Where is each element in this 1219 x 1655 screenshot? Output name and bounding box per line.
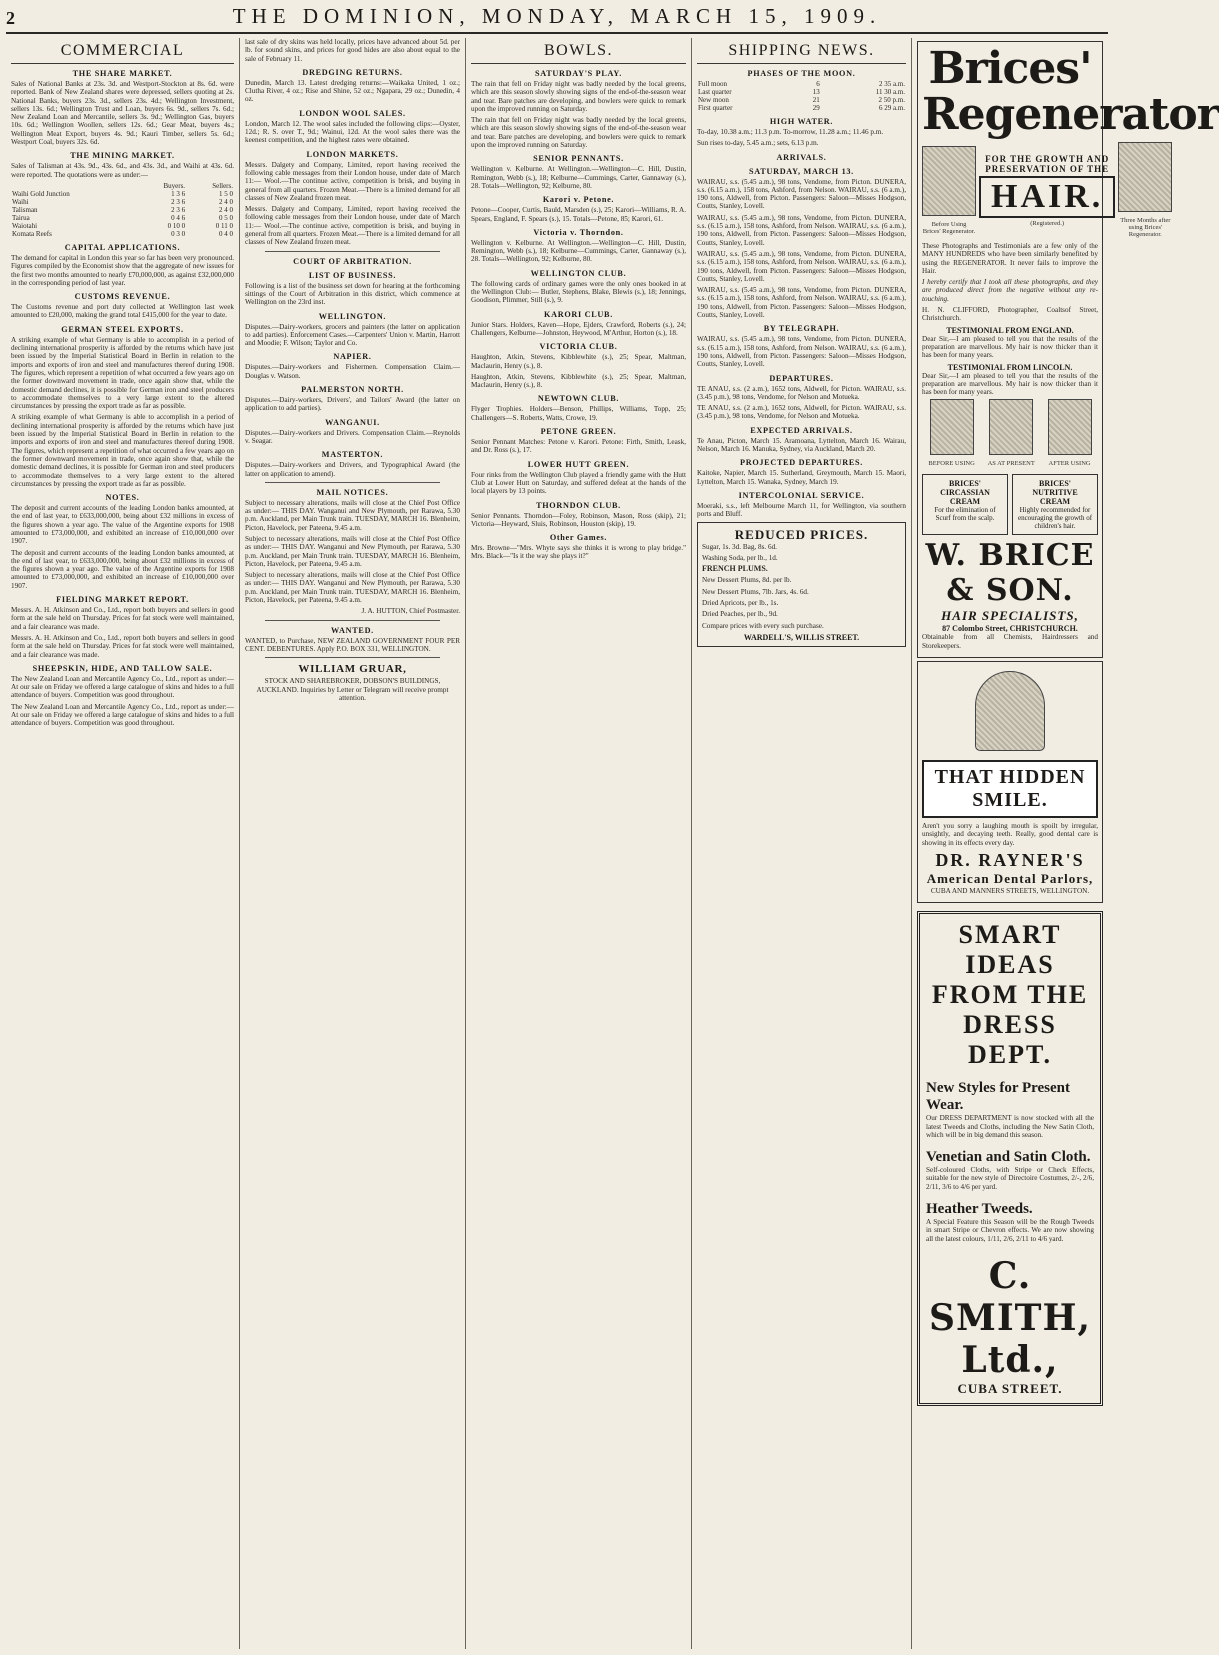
brices-regenerator-ad: Brices' Regenerator Before Using Brices' Regenerator. FOR THE GROWTH AND PRESERVATION OF THE HAIR. (Registered.) Three Months after using Brices' Regenerator. These Photographs and Testimonials are a few only of the MANY HUNDREDS who have been similarly benefited by using the REGENERATOR. It never fails to improve the Hair. I hereby certify that I took all these photographs, and they are produced direct from the negative without any re-touching. H. N. CLIFFORD, Photographer, Coaltsof Street, Christchurch. TESTIMONIAL FROM ENGLAND. Dear Sir,—I am pleased to tell you that the results of the preparation are marvellous. My hair is now thicker than it has been for many years. TESTIMONIAL FROM LINCOLN. Dear Sir,—I am pleased to tell you that the results of the preparation are marvellous. My hair is now thicker than it has been for many years. BEFORE USING AS AT PRESENT AFTER USING BRICES' CIRCASSIAN CREAM For the elimination of Scurf from the scalp. BRICES' NUTRITIVE CREAM Highly recommended for encouraging the growth of children's hair. W. BRICE & SON. HAIR SPECIALISTS, 87 Colombo Street, CHRISTCHURCH. Obtainable from all Chemists, Hairdressers and Storekeepers. <box>917 41 1103 658</box>
fielding-text: Messrs. A. H. Atkinson and Co., Ltd., report both buyers and sellers in good form at the sale held on Thursday. Prices for fat stock were well maintained, and a fair clearance was made. <box>11 606 234 631</box>
lincoln-title: TESTIMONIAL FROM LINCOLN. <box>947 362 1073 372</box>
victoria-club-title: VICTORIA CLUB. <box>539 342 618 352</box>
table-row: New moon 21 2 50 p.m. <box>698 96 905 104</box>
csmith-name: C. SMITH, Ltd., <box>928 1254 1092 1381</box>
table-row: Full moon 6 2 35 a.m. <box>698 80 905 88</box>
reduced-row: Sugar, 1s. 3d. Bag, 8s. 6d. <box>702 542 777 551</box>
dredging-title: DREDGING RETURNS. <box>302 67 403 77</box>
dredging-text: Dunedin, March 13. Latest dredging returns:—Waikaka United, 1 oz.; Clutha River, 4 oz.; Rise and Shine, 52 oz.; Ngapara, 29 oz.; Dunedin, 4 oz. <box>245 78 460 104</box>
moon-table <box>697 80 906 112</box>
departures-text: TE ANAU, s.s. (2 a.m.), 1652 tons, Aldwell, for Picton. WAIRAU, s.s. (3.45 p.m.), 98 tons, Vendome, for Nelson and Motueka. <box>697 384 906 401</box>
reduced-title: REDUCED PRICES. <box>734 526 869 542</box>
smart-ideas: SMART IDEAS FROM THE DRESS DEPT. <box>931 920 1089 1070</box>
column-bowls <box>466 38 692 1649</box>
list-business-title: LIST OF BUSINESS. <box>308 270 397 280</box>
hidden-smile: THAT HIDDEN SMILE. <box>922 760 1098 818</box>
karori-club-title: KARORI CLUB. <box>544 309 613 319</box>
other-games-text: Mrs. Browne—"Mrs. Whyte says she thinks it is wrong to play bridge." Mrs. Black—"Is it the way she plays it?" <box>471 544 686 561</box>
capital-title: CAPITAL APPLICATIONS. <box>64 242 181 252</box>
brice-specialists: HAIR SPECIALISTS, <box>941 608 1079 624</box>
circassian-cream-box: BRICES' CIRCASSIAN CREAM For the elimination of Scurf from the scalp. <box>922 474 1008 535</box>
table-row: Komata Reefs 0 3 0 0 4 0 <box>12 229 233 238</box>
notes-text-cont: The deposit and current accounts of the leading London banks amounted, at the end of last year, to £633,000,000, being about £32 millions in excess of the figures shown a year ago. The value of the Argentine exports for 1908 amounted to £73,000,000, and exhibited an increase of £10,000,000 over 1907. <box>11 548 234 590</box>
table-row: First quarter 29 6 29 a.m. <box>698 104 905 112</box>
petone-green-text: Senior Pennant Matches: Petone v. Karori. Petone: Firth, Smith, Leask, and Dr. Ross (s.), 17. <box>471 438 686 455</box>
ad-registered: (Registered.) <box>1030 219 1065 227</box>
expected-text: Te Anau, Picton, March 15. Aramoana, Lyttelton, March 16. Wairau, Nelson, March 16. Manuka, Sydney, via Auckland, March 20. <box>697 436 906 454</box>
column-markets <box>240 38 466 1649</box>
broker-text: STOCK AND SHAREBROKER, DOBSON'S BUILDINGS, AUCKLAND. Inquiries by Letter or Telegram will receive prompt attention. <box>256 677 449 702</box>
nutritive-cream-box: BRICES' NUTRITIVE CREAM Highly recommended for encouraging the growth of children's hair. <box>1012 474 1098 535</box>
new-styles-text: Our DRESS DEPARTMENT is now stocked with all the latest Tweeds and Cloths, including the New Satin Cloth, which will be in big demand this season. <box>926 1114 1094 1139</box>
reduced-row: Compare prices with every such purchase. <box>702 621 824 630</box>
photo-present <box>989 399 1033 455</box>
sheepskin-title: SHEEPSKIN, HIDE, AND TALLOW SALE. <box>32 663 213 673</box>
photo-after <box>1048 399 1092 455</box>
high-water-text: To-day, 10.38 a.m.; 11.3 p.m. To-morrow, 11.28 a.m.; 11.46 p.m. <box>697 128 884 136</box>
heather-text: A Special Feature this Season will be the Rough Tweeds in smart Stripe or Chevron effects. We are now showing all the latest colours, 1/11, 2/6, 2/11 to 4/6 yard. <box>926 1218 1094 1243</box>
testimonial-text: Dear Sir,—I am pleased to tell you that the results of the preparation are marvellous. My hair is now thicker than it has been for many years. <box>922 334 1098 360</box>
sheepskin-text: The New Zealand Loan and Mercantile Agency Co., Ltd., report as under:—At our sale on Friday we offered a large catalogue of skins and hides to a full attendance of buyers. Competition was good throughout. <box>11 674 234 700</box>
petone-green-title: PETONE GREEN. <box>540 427 617 437</box>
wardell-ad <box>697 522 906 647</box>
intercolonial-title: INTERCOLONIAL SERVICE. <box>738 490 865 500</box>
thorndon-club-text: Senior Pennants. Thorndon—Foley, Robinson, Mason, Ross (skip), 21; Victoria—Heyward, Sluis, Robinson, Houston (skip), 19. <box>471 511 686 528</box>
wellington-text: Disputes.—Dairy-workers, grocers and painters (the latter on application to add parties). Enforcement Cases.—Carpenters' Union v. Martin, Harrott and Moodie; F. Wilson; Taylor and Co. <box>245 322 460 348</box>
customs-text: The Customs revenue and port duty collected at Wellington last week amounted to £20,000, making the grand total £415,000 for the year to date. <box>11 303 234 320</box>
german-text-cont: A striking example of what Germany is able to accomplish in a period of declining international prosperity is afforded by the returns which have just been issued by the Imperial Statistical Board in Berlin in relation to the imports and exports of iron and steel and manufactures thereof during 1908. The figures, which represent a repetition of what occurred a few years ago on the former downward movement in trade, once again show that, while the domestic demand declines, it is possible for German iron and steel producers to accommodate themselves to a very large extent to the altered circumstances by pressing the export trade as far as possible. <box>11 413 234 488</box>
wool-sales-text: London, March 12. The wool sales included the following clips:—Oyster, 12d.; R. S. over T., 9d.; Wainui, 12d. At the wool sales there was the keenest competition, and the highest rates were obtained. <box>245 119 460 145</box>
saturday-play-title: SATURDAY'S PLAY. <box>534 69 623 78</box>
lower-hutt-title: LOWER HUTT GREEN. <box>527 459 630 469</box>
masterton-text: Disputes.—Dairy-workers and Drivers, and Typographical Award (the latter on application to amend). <box>245 461 460 478</box>
rayner-sub: American Dental Parlors, <box>926 870 1094 886</box>
court-title: COURT OF ARBITRATION. <box>293 256 412 266</box>
arrivals-date: SATURDAY, MARCH 13. <box>749 166 854 176</box>
reduced-row: FRENCH PLUMS. <box>702 564 768 574</box>
ad-signature: H. N. CLIFFORD, Photographer, Coaltsof Street, Christchurch. <box>922 306 1098 323</box>
lower-hutt-text: Four rinks from the Wellington Club played a friendly game with the Hutt Club at Lower Hutt on Saturday, and suffered defeat at the hands of the local players by 13 points. <box>471 470 686 496</box>
reduced-row: Dried Apricots, per lb., 1s. <box>702 598 779 607</box>
newtown-club-title: NEWTOWN CLUB. <box>537 394 620 404</box>
page-number: 2 <box>6 8 15 28</box>
wanganui-text: Disputes.—Dairy-workers and Drivers. Compensation Claim.—Reynolds v. Seagar. <box>245 428 460 445</box>
karori-petone-text: Petone—Cooper, Curtis, Bauld, Marsden (s.), 25; Karori—Williams, R. A. Spears, England, F. Spears (s.), 15. Totals—Petone, 85; Karori, 61. <box>471 206 686 223</box>
table-row: Waiotahi 0 10 0 0 11 0 <box>12 221 233 230</box>
wellington-club-title: WELLINGTON CLUB. <box>530 268 627 278</box>
brices-brand: Brices' Regenerator <box>922 43 1219 140</box>
after-caption: Three Months after using Brices' Regenerator. <box>1120 217 1171 238</box>
mail-title: MAIL NOTICES. <box>316 487 389 497</box>
fielding-title: FIELDING MARKET REPORT. <box>56 595 189 605</box>
wanted-title: WANTED. <box>331 625 374 635</box>
smith-ad <box>917 911 1103 1406</box>
capital-text: The demand for capital in London this year so far has been very pronounced. Figures compiled by the Economist show that the aggregate of new issues for the first two months amounted to nearly £70,000,000, as against £32,000,000 in the corresponding period of last year. <box>11 253 234 287</box>
other-games-sub: Other Games. <box>549 533 608 543</box>
mail-text-cont: Subject to necessary alterations, mails will close at the Chief Post Office as under:— THIS DAY. Wanganui and New Plymouth, per Rarawa, 5.30 p.m. Auckland, per Main Trunk train. TUESDAY, MARCH 16. Blenheim, Picton, Havelock, per Pateena, 9.45 a.m. <box>245 534 460 568</box>
sheepskin-text-cont: The New Zealand Loan and Mercantile Agency Co., Ltd., report as under:—At our sale on Friday we offered a large catalogue of skins and hides to a full attendance of buyers. Competition was good throughout. <box>11 702 234 728</box>
venetian-cloth: Venetian and Satin Cloth. <box>926 1149 1091 1166</box>
wool-sales-title: LONDON WOOL SALES. <box>299 108 406 118</box>
customs-title: CUSTOMS REVENUE. <box>74 292 171 302</box>
departures-text-cont: TE ANAU, s.s. (2 a.m.), 1652 tons, Aldwell, for Picton. WAIRAU, s.s. (3.45 p.m.), 98 tons, Vendome, for Nelson and Motueka. <box>697 404 906 421</box>
intercolonial-text: Moeraki, s.s., left Melbourne March 11, for Wellington, via southern ports and Bluff. <box>697 501 906 519</box>
after-photo <box>1118 142 1172 212</box>
ad-body: These Photographs and Testimonials are a few only of the MANY HUNDREDS who have been similarly benefited by using the REGENERATOR. It never fails to improve the Hair. <box>922 242 1098 275</box>
high-water-title: HIGH WATER. <box>769 117 834 126</box>
rayner-address: CUBA AND MANNERS STREETS, WELLINGTON. <box>930 886 1090 895</box>
heather-tweeds: Heather Tweeds. <box>926 1201 1033 1218</box>
before-photo <box>922 146 976 216</box>
smile-text: Aren't you sorry a laughing mouth is spoilt by irregular, unsightly, and decaying teeth. Really, good dental care is showing in its effects every day. <box>922 822 1098 847</box>
table-row: Buyers. Sellers. <box>163 181 233 190</box>
share-market-text: Sales of National Banks at 23s. 3d. and Westport-Stockton at 8s. 6d. were reported. Bank of New Zealand shares were depressed, sellers quoting at 2s. National Banks, buyers 23s. 3d., sellers 23s. 4d.; Wellington Investment, sellers 13s. 6d.; Wellington Trust and Loan, buyers 6s. 9d., sellers 7s. 6d.; New Zealand Loan and Mercantile, sellers 3s. 9d.; Wellington Gas, buyers 10s. 6d.; Wellington Woollen, sellers 12s. 6d.; Gear Meat, buyers 4s.; Wellington Meat Export, buyers 4s. 9d.; Kauri Timber, sellers 5s. 6d.; Westport Coal, buyers 32s. 6d. <box>11 80 234 147</box>
wanted-text: WANTED, to Purchase, NEW ZEALAND GOVERNMENT FOUR PER CENT. DEBENTURES. Apply P.O. BOX 331, WELLINGTON. <box>245 636 460 653</box>
reduced-row: New Dessert Plums, 7lb. Jars, 4s. 6d. <box>702 587 809 596</box>
reduced-row: Washing Soda, per lb., 1d. <box>702 553 778 562</box>
before-caption: Before Using Brices' Regenerator. <box>922 220 976 235</box>
london-markets-text: Messrs. Dalgety and Company, Limited, report having received the following cable messages from their London house, under date of March 11:— Wool.—The continue active, competition is brisk, and buying in general from all quarters. Frozen Meat.—There is a limited demand for all classes of New Zealand frozen meat. <box>245 160 460 202</box>
karori-petone-sub: Karori v. Petone. <box>542 195 615 205</box>
palmerston-text: Disputes.—Dairy-workers, Drivers', and Tailors' Award (the latter on application to add parties). <box>245 396 460 413</box>
rayner-name: DR. RAYNER'S <box>935 849 1085 870</box>
csmith-address: CUBA STREET. <box>957 1380 1063 1396</box>
wellington-title: WELLINGTON. <box>318 311 387 321</box>
london-markets-text-cont: Messrs. Dalgety and Company, Limited, report having received the following cable messages from their London house, under date of March 11:— Wool.—The continue active, competition is brisk, and buying in general from all quarters. Frozen Meat.—There is a limited demand for all classes of New Zealand frozen meat. <box>245 205 460 247</box>
arrivals-text-cont2: WAIRAU, s.s. (5.45 a.m.), 98 tons, Vendome, from Picton. DUNERA, s.s. (6.15 a.m.), 158 tons, Ashford, from Nelson. WAIRAU, s.s. (6 a.m.), 190 tons, Aldwell, from Picton. Passengers: Saloon—Misses Hodgson, Coutts, Stanley, Lovell. <box>697 249 906 283</box>
table-row: Last quarter 13 11 30 a.m. <box>698 88 905 96</box>
arrivals-text-cont3: WAIRAU, s.s. (5.45 a.m.), 98 tons, Vendome, from Picton. DUNERA, s.s. (6.15 a.m.), 158 tons, Ashford, from Nelson. WAIRAU, s.s. (6 a.m.), 190 tons, Aldwell, from Picton. Passengers: Saloon—Misses Hodgson, Coutts, Stanley, Lovell. <box>697 286 906 320</box>
lincoln-text: Dear Sir,—I am pleased to tell you that the results of the preparation are marvellous. My hair is now thicker than it has been for many years. <box>922 371 1098 397</box>
dental-ad <box>917 661 1103 903</box>
testimonial-title: TESTIMONIAL FROM ENGLAND. <box>946 325 1074 335</box>
telegraph-text: WAIRAU, s.s. (5.45 a.m.), 98 tons, Vendome, from Picton. DUNERA, s.s. (6.15 a.m.), 158 tons, Ashford, from Nelson. WAIRAU, s.s. (6 a.m.), 190 tons, Aldwell, from Picton. Passengers: Saloon—Misses Hodgson, Coutts, Stanley, Lovell. <box>697 335 906 369</box>
thorndon-club-title: THORNDON CLUB. <box>536 500 621 510</box>
column-commercial <box>6 38 240 1649</box>
saturday-play-text-cont: The rain that fell on Friday night was badly needed by the local greens, which are this season slowly showing signs of the end-of-the-season wear and tear. Bare patches are developing, and bowlers were quick to remark upon the improved running on Saturday. <box>471 116 686 150</box>
telegraph-title: BY TELEGRAPH. <box>763 324 840 334</box>
reduced-row: New Dessert Plums, 8d. per lb. <box>702 576 792 585</box>
brice-name: W. BRICE & SON. <box>925 538 1095 609</box>
saturday-play-text: The rain that fell on Friday night was badly needed by the local greens, which are this season slowly showing signs of the end-of-the-season wear and tear. Bare patches are developing, and bowlers were quick to remark upon the improved running on Saturday. <box>471 80 686 113</box>
reduced-row: Dried Peaches, per lb., 9d. <box>702 610 778 619</box>
masterton-title: MASTERTON. <box>321 450 384 460</box>
napier-text: Disputes.—Dairy-workers and Fishermen. Compensation Claim.—Douglas v. Watson. <box>245 363 460 380</box>
masthead <box>6 4 1108 34</box>
mail-signature: J. A. HUTTON, Chief Postmaster. <box>361 607 460 616</box>
projected-text: Kaitoke, Napier, March 15. Sutherland, Greymouth, March 15. Maori, Lyttelton, March 15. Wanaka, Sydney, March 19. <box>697 469 906 486</box>
mining-market-text: Sales of Talisman at 43s. 9d., 43s. 6d., and 43s. 3d., and Waihi at 43s. 6d. were reported. The quotations were as under:— <box>11 162 234 179</box>
victoria-club-text: Haughton, Atkin, Stevens, Kibblewhite (s.), 25; Spear, Maltman, Maclaurin, Henry (s.), 8. <box>471 353 686 370</box>
projected-title: PROJECTED DEPARTURES. <box>740 458 863 468</box>
mail-text-cont2: Subject to necessary alterations, mails will close at the Chief Post Office as under:— THIS DAY. Wanganui and New Plymouth, per Rarawa, 5.30 p.m. Auckland, per Main Trunk train. TUESDAY, MARCH 16. Blenheim, Picton, Havelock, per Pateena, 9.45 a.m. <box>245 571 460 605</box>
new-styles: New Styles for Present Wear. <box>926 1080 1070 1114</box>
notes-title: NOTES. <box>105 493 140 503</box>
skins-text: last sale of dry skins was held locally, prices have advanced about 5d. per lb. for sound skins, and prices for good hides are also about equal to the sale of February 11. <box>245 38 460 63</box>
arrivals-title: ARRIVALS. <box>776 152 827 162</box>
notes-text: The deposit and current accounts of the leading London banks amounted, at the end of last year, to £633,000,000, being about £32 millions in excess of the figures shown a year ago. The value of the Argentine exports for 1908 amounted to £73,000,000, and exhibited an increase of £10,000,000 over 1907. <box>11 504 234 546</box>
venetian-text: Self-coloured Cloths, with Stripe or Check Effects, suitable for the new style of Directoire Costumes, 2/-, 2/6, 2/11, 3/6 to 4/6 per yard. <box>926 1166 1094 1191</box>
mining-table <box>11 182 234 238</box>
ad-hair: HAIR. <box>979 176 1115 218</box>
wellington-club-text: The following cards of ordinary games were the only ones booked in at the Wellington Club:— Butler, Stephens, Blake, Blewis (s.), 18; Jennings, Goodison, Plimmer, Still (s.), 9. <box>471 279 686 305</box>
mining-market-title: THE MINING MARKET. <box>70 151 175 161</box>
table-row: Waihi Gold Junction 1 3 6 1 5 0 <box>12 189 233 198</box>
karori-club-text: Junior Stars. Holders, Kaven—Hope, Ejders, Crawford, Roberts (s.), 24; Challengers, Kelburne—Johnston, Heywood, M'Arthur, Horton (s.), 18. <box>471 320 686 337</box>
german-text: A striking example of what Germany is able to accomplish in a period of declining international prosperity is afforded by the returns which have just been issued by the Imperial Statistical Board in Berlin in relation to the imports and exports of iron and steel and manufactures thereof during 1908. The figures, which represent a repetition of what occurred a few years ago on the former downward movement in trade, once again show that, while the domestic demand declines, it is possible for German iron and steel producers to accommodate themselves to a very large extent to the altered circumstances by pressing the export trade as far as possible. <box>11 335 234 411</box>
expected-title: EXPECTED ARRIVALS. <box>750 425 853 435</box>
mail-text: Subject to necessary alterations, mails will close at the Chief Post Office as under:— THIS DAY. Wanganui and New Plymouth, per Rarawa, 5.30 p.m. Auckland, per Main Trunk train. TUESDAY, MARCH 16. Blenheim, Picton, Havelock, per Pateena, 9.45 a.m. <box>245 498 460 532</box>
shipping-heading: SHIPPING NEWS. <box>697 42 906 64</box>
masthead-title: THE DOMINION, MONDAY, MARCH 15, 1909. <box>232 4 882 28</box>
palmerston-title: PALMERSTON NORTH. <box>301 385 404 395</box>
sun-text: Sun rises to-day, 5.45 a.m.; sets, 6.13 p.m. <box>697 139 819 148</box>
table-row: Tairua 0 4 6 0 5 0 <box>12 213 233 222</box>
moon-title: PHASES OF THE MOON. <box>747 69 856 78</box>
brice-note: Obtainable from all Chemists, Hairdressers and Storekeepers. <box>922 633 1098 650</box>
arrivals-text: WAIRAU, s.s. (5.45 a.m.), 98 tons, Vendome, from Picton. DUNERA, s.s. (6.15 a.m.), 158 tons, Ashford, from Nelson. WAIRAU, s.s. (6 a.m.), 190 tons, Aldwell, from Picton. Passengers: Saloon—Misses Hodgson, Coutts, Stanley, Lovell. <box>697 177 906 211</box>
ad-for: FOR THE GROWTH AND PRESERVATION OF THE <box>985 153 1110 174</box>
bowls-heading: BOWLS. <box>471 42 686 64</box>
senior-pennants-title: SENIOR PENNANTS. <box>533 154 624 164</box>
ad-certify: I hereby certify that I took all these photographs, and they are produced direct from the negative without any re-touching. <box>922 278 1098 303</box>
departures-title: DEPARTURES. <box>769 373 834 383</box>
list-business-text: Following is a list of the business set down for hearing at the forthcoming sittings of the Court of Arbitration in this district, which commence at Wellington on the 23rd inst. <box>245 281 460 307</box>
napier-title: NAPIER. <box>333 352 372 362</box>
share-market-title: THE SHARE MARKET. <box>72 69 173 78</box>
broker-name: WILLIAM GRUAR, <box>298 663 407 676</box>
newtown-club-text: Flyger Trophies. Holders—Benson, Phillips, Williams, Topp, 25; Challengers—S. Roberts, Watts, Crowe, 19. <box>471 405 686 422</box>
commercial-heading: COMMERCIAL <box>11 42 234 64</box>
victoria-thorndon-sub: Victoria v. Thorndon. <box>533 227 624 237</box>
victoria-club-text-cont: Haughton, Atkin, Stevens, Kibblewhite (s.), 25; Spear, Maltman, Maclaurin, Henry (s.), 8. <box>471 372 686 390</box>
brice-address: 87 Colombo Street, CHRISTCHURCH. <box>942 624 1078 634</box>
victoria-thorndon-text: Wellington v. Kelburne. At Wellington.—Wellington—C. Hill, Dustin, Remington, Webb (s.), 18; Kelburne—Cummings, Carter, Gannaway (s.), 28. Totals—Wellington, 92; Kelburne, 80. <box>471 238 686 264</box>
london-markets-title: LONDON MARKETS. <box>306 149 399 159</box>
table-row: Talisman 2 3 6 2 4 0 <box>12 205 233 214</box>
senior-pennants-text: Wellington v. Kelburne. At Wellington.—Wellington—C. Hill, Dustin, Remington, Webb (s.), 18; Kelburne—Cummings, Carter, Gannaway (s.), 28. Totals—Wellington, 92; Kelburne, 80. <box>471 165 686 190</box>
fielding-text-cont: Messrs. A. H. Atkinson and Co., Ltd., report both buyers and sellers in good form at the sale held on Thursday. Prices for fat stock were well maintained, and a fair clearance was made. <box>11 633 234 659</box>
wardell-shop: WARDELL'S, WILLIS STREET. <box>743 632 860 642</box>
lady-illustration <box>975 671 1045 751</box>
wanganui-title: WANGANUI. <box>325 417 380 427</box>
table-row: Waihi 2 3 6 2 4 0 <box>12 197 233 206</box>
column-advertisements <box>912 38 1219 1649</box>
column-shipping <box>692 38 912 1649</box>
photo-before <box>930 399 974 455</box>
arrivals-text-cont: WAIRAU, s.s. (5.45 a.m.), 98 tons, Vendome, from Picton. DUNERA, s.s. (6.15 a.m.), 158 tons, Ashford, from Nelson. WAIRAU, s.s. (6 a.m.), 190 tons, Aldwell, from Picton. Passengers: Saloon—Misses Hodgson, Coutts, Stanley, Lovell. <box>697 213 906 247</box>
german-title: GERMAN STEEL EXPORTS. <box>61 324 184 334</box>
